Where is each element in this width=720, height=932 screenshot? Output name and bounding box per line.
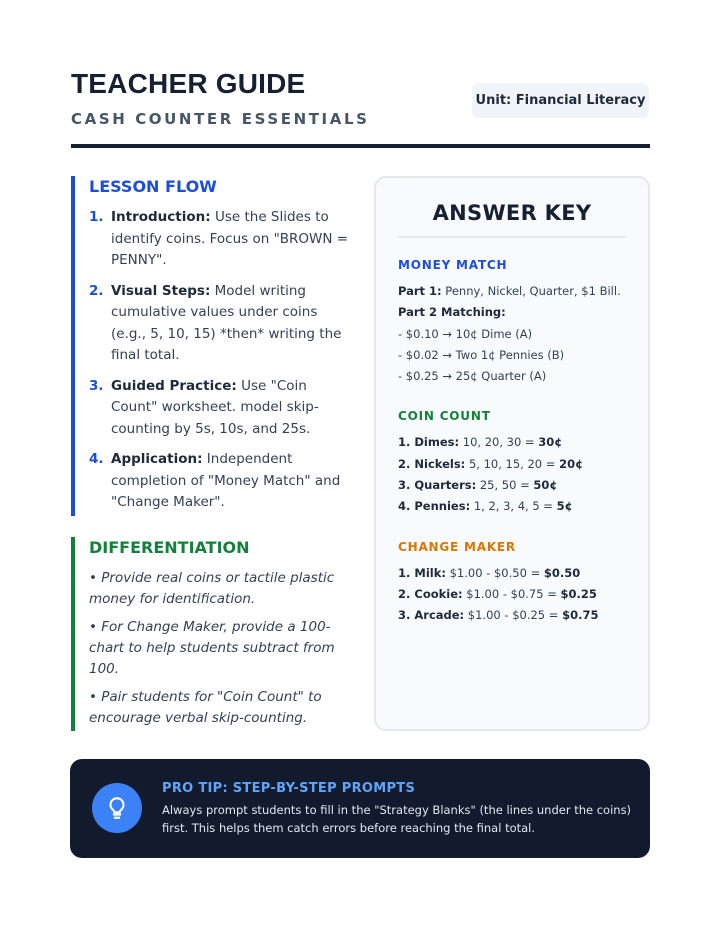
answer-text: $1.00 - $0.75 =: [462, 586, 561, 601]
lesson-flow-item: [89, 376, 351, 441]
step-number: 1.: [89, 209, 104, 225]
answer-label: 3. Arcade:: [398, 608, 465, 623]
page-subtitle: CASH COUNTER ESSENTIALS: [71, 110, 370, 128]
answer-label: 2. Cookie:: [398, 586, 463, 601]
lesson-flow-item: [89, 449, 351, 516]
step-label: Guided Practice:: [111, 377, 237, 394]
lesson-flow-item: [89, 207, 351, 272]
answer-result: $0.25: [560, 586, 597, 601]
step-description: Model writing cumulative values under coins (e.g., 5, 10, 15) *then* writing the final total.: [111, 282, 342, 363]
answer-result: 5¢: [556, 499, 573, 514]
money-match-title: MONEY MATCH: [398, 258, 508, 272]
differentiation-title: DIFFERENTIATION: [89, 537, 250, 557]
change-maker-section: [398, 540, 626, 627]
answer-line: [398, 584, 626, 605]
coin-count-section: [398, 409, 626, 517]
step-text: [111, 376, 351, 441]
lesson-flow-title: LESSON FLOW: [89, 177, 217, 196]
header-divider: [71, 144, 650, 148]
answer-line: [398, 432, 626, 453]
pro-tip-body: Always prompt students to fill in the "Strategy Blanks" (the lines under the coins) first. This helps them catch errors before reaching the final total.: [162, 803, 632, 835]
answer-text: 5, 10, 15, 20 =: [465, 456, 560, 471]
answer-key-title: ANSWER KEY: [398, 201, 626, 238]
lesson-flow-section: [71, 176, 351, 516]
answer-key-card: [374, 176, 650, 731]
differentiation-item: • For Change Maker, provide a 100-chart to help students subtract from 100.: [89, 618, 335, 677]
step-label: Introduction:: [111, 209, 211, 225]
differentiation-list: [89, 568, 351, 731]
pro-tip-banner: [70, 759, 650, 858]
answer-text: $1.00 - $0.50 =: [445, 565, 544, 580]
answer-line: [398, 475, 626, 496]
pro-tip-title: PRO TIP: STEP-BY-STEP PROMPTS: [162, 781, 416, 796]
answer-text: Penny, Nickel, Quarter, $1 Bill.: [441, 284, 621, 298]
page-title: TEACHER GUIDE: [71, 68, 306, 99]
step-number: 3.: [89, 377, 104, 394]
answer-result: 50¢: [533, 478, 558, 493]
step-description: Independent completion of "Money Match" and "Change Maker".: [111, 451, 341, 510]
step-number: 4.: [89, 451, 104, 467]
answer-label: 1. Milk:: [398, 565, 446, 580]
step-description: Use the Slides to identify coins. Focus on "BROWN = PENNY".: [111, 209, 349, 268]
money-match-section: [398, 258, 626, 387]
lesson-flow-item: [89, 281, 351, 367]
step-text: [111, 281, 351, 367]
answer-result: 20¢: [559, 456, 584, 471]
answer-line: [398, 563, 626, 584]
lesson-flow-list: [89, 207, 351, 516]
differentiation-section: [71, 537, 351, 731]
answer-text: $1.00 - $0.25 =: [464, 608, 563, 623]
lightbulb-icon: [92, 783, 142, 833]
step-label: Application:: [111, 451, 203, 467]
differentiation-item: • Provide real coins or tactile plastic money for identification.: [89, 569, 335, 607]
coin-count-title: COIN COUNT: [398, 409, 491, 424]
answer-result: $0.50: [543, 565, 581, 580]
answer-label: 2. Nickels:: [398, 456, 466, 471]
answer-line: - $0.25 → 25¢ Quarter (A): [398, 369, 547, 384]
answer-line: [398, 302, 626, 323]
answer-line: [398, 454, 626, 475]
answer-line: [398, 281, 626, 302]
answer-result: 30¢: [538, 435, 563, 450]
step-description: Use "Coin Count" worksheet. model skip-counting by 5s, 10s, and 25s.: [111, 377, 319, 437]
unit-badge: Unit: Financial Literacy: [472, 83, 649, 118]
answer-label: 4. Pennies:: [398, 499, 471, 514]
answer-text: 1, 2, 3, 4, 5 =: [470, 499, 557, 514]
answer-line: [398, 605, 626, 626]
step-text: [111, 207, 351, 272]
answer-result: $0.75: [562, 608, 599, 623]
change-maker-title: CHANGE MAKER: [398, 539, 516, 554]
answer-label: Part 1:: [398, 284, 442, 298]
answer-label: Part 2 Matching:: [398, 305, 506, 320]
answer-line: - $0.02 → Two 1¢ Pennies (B): [398, 347, 565, 362]
left-column: [71, 176, 351, 731]
answer-label: 3. Quarters:: [398, 478, 477, 493]
step-label: Visual Steps:: [111, 282, 211, 299]
answer-label: 1. Dimes:: [398, 435, 460, 450]
differentiation-item: • Pair students for "Coin Count" to encourage verbal skip-counting.: [89, 688, 322, 726]
step-number: 2.: [89, 282, 104, 299]
answer-line: [398, 496, 626, 517]
answer-line: - $0.10 → 10¢ Dime (A): [398, 326, 533, 341]
answer-text: 10, 20, 30 =: [459, 435, 539, 450]
answer-text: 25, 50 =: [476, 478, 534, 493]
step-text: [111, 449, 351, 514]
